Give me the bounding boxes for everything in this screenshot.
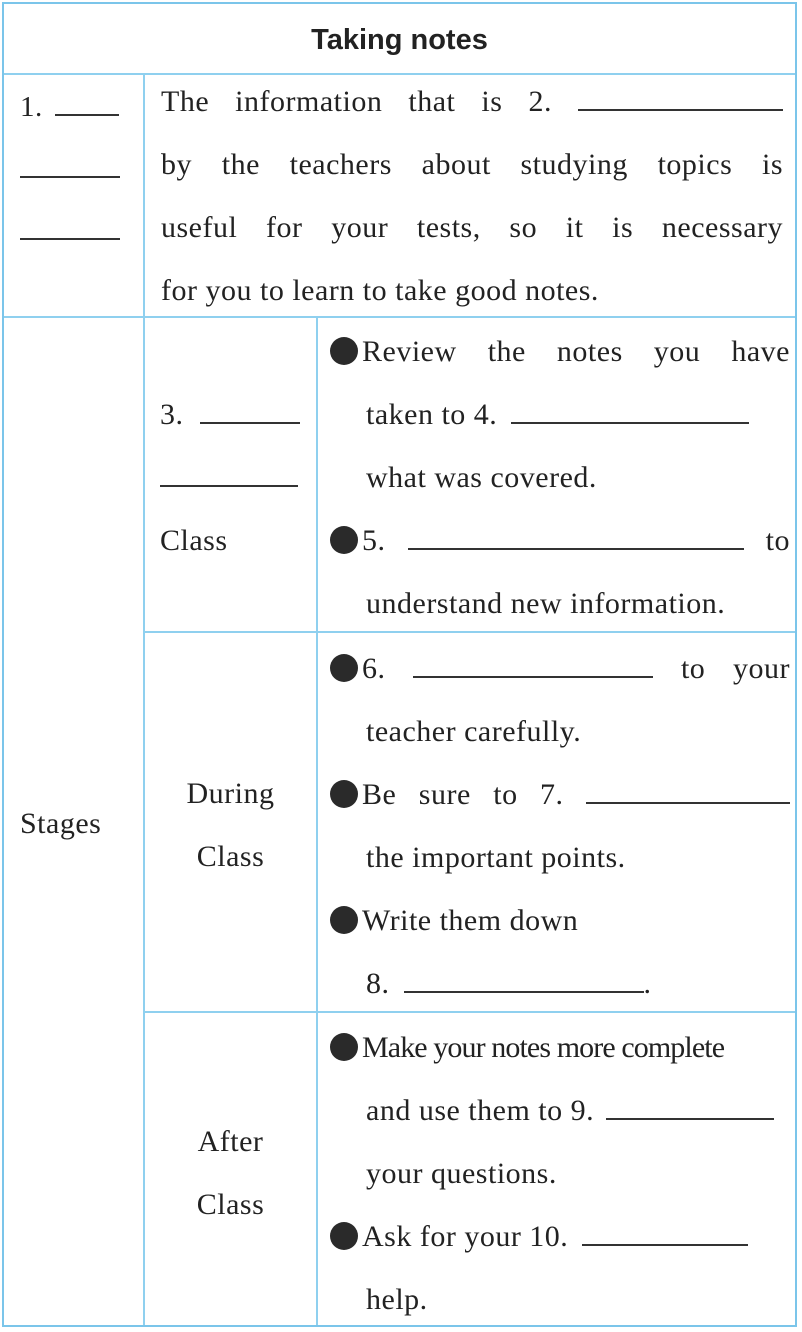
bullet-line: taken to 4. (330, 383, 790, 446)
intro-line: by the teachers about studying topics is (161, 148, 783, 181)
bullet-line: your questions. (366, 1157, 557, 1190)
bullet-icon (330, 780, 358, 808)
blank-1-field[interactable] (20, 148, 120, 178)
bullet-line: and use them to 9. (330, 1079, 790, 1142)
blank-5-field[interactable] (408, 520, 744, 550)
bullet-line: understand new information. (366, 587, 726, 620)
blank-3-number: 3. (160, 398, 184, 431)
blank-1-cell (20, 76, 130, 262)
blank-2-field[interactable] (578, 81, 783, 111)
bullet-line: 8. . (330, 952, 790, 1015)
stage-after-label: After Class (196, 1125, 265, 1221)
intro-text-1: The information that is 2. (161, 85, 552, 118)
bullet-line: Review the notes you have (330, 320, 790, 383)
blank-3-field[interactable] (200, 394, 300, 424)
blank-3-line (160, 383, 306, 446)
notes-table (2, 2, 797, 1327)
blank-1-line (20, 200, 130, 262)
bullet-icon (330, 906, 358, 934)
bullet-line: 6. to your (330, 637, 790, 700)
bullet-icon (330, 1033, 358, 1061)
bullet-line: Write them down (330, 889, 790, 952)
blank-1-line (20, 76, 130, 138)
intro-line: for you to learn to take good notes. (161, 274, 599, 307)
bullet-line: the important points. (366, 841, 626, 874)
stage-before-label (160, 383, 306, 572)
blank-10-field[interactable] (582, 1216, 748, 1246)
bullet-line: help. (366, 1283, 428, 1316)
blank-6-field[interactable] (413, 648, 653, 678)
stage-during-content (330, 637, 790, 1015)
blank-1-field[interactable] (20, 210, 120, 240)
bullet-icon (330, 337, 358, 365)
table-title: Taking notes (311, 24, 488, 56)
blank-1-line (20, 138, 130, 200)
stage-during-label: During Class (186, 777, 275, 873)
bullet-line: 5. to (330, 509, 790, 572)
stage-after-content (330, 1016, 790, 1331)
intro-text (161, 70, 783, 322)
blank-1-field[interactable] (55, 86, 119, 116)
bullet-line: what was covered. (366, 461, 597, 494)
intro-line: useful for your tests, so it is necessary (161, 211, 783, 244)
stage-before-content (330, 320, 790, 635)
blank-4-field[interactable] (511, 394, 749, 424)
column-divider (316, 316, 318, 1325)
blank-3-field[interactable] (160, 457, 298, 487)
blank-8-field[interactable] (404, 963, 644, 993)
bullet-icon (330, 1222, 358, 1250)
blank-9-field[interactable] (606, 1090, 774, 1120)
stages-label: Stages (20, 807, 102, 840)
bullet-line: Be sure to 7. (330, 763, 790, 826)
intro-line (161, 70, 783, 133)
bullet-line: Make your notes more complete (330, 1016, 790, 1079)
bullet-icon (330, 526, 358, 554)
bullet-line: Ask for your 10. (330, 1205, 790, 1268)
blank-3-line (160, 446, 306, 509)
bullet-line: teacher carefully. (366, 715, 582, 748)
bullet-icon (330, 654, 358, 682)
stage-before-class-label: Class (160, 524, 228, 557)
blank-1-number: 1. (20, 91, 43, 123)
blank-7-field[interactable] (586, 774, 790, 804)
